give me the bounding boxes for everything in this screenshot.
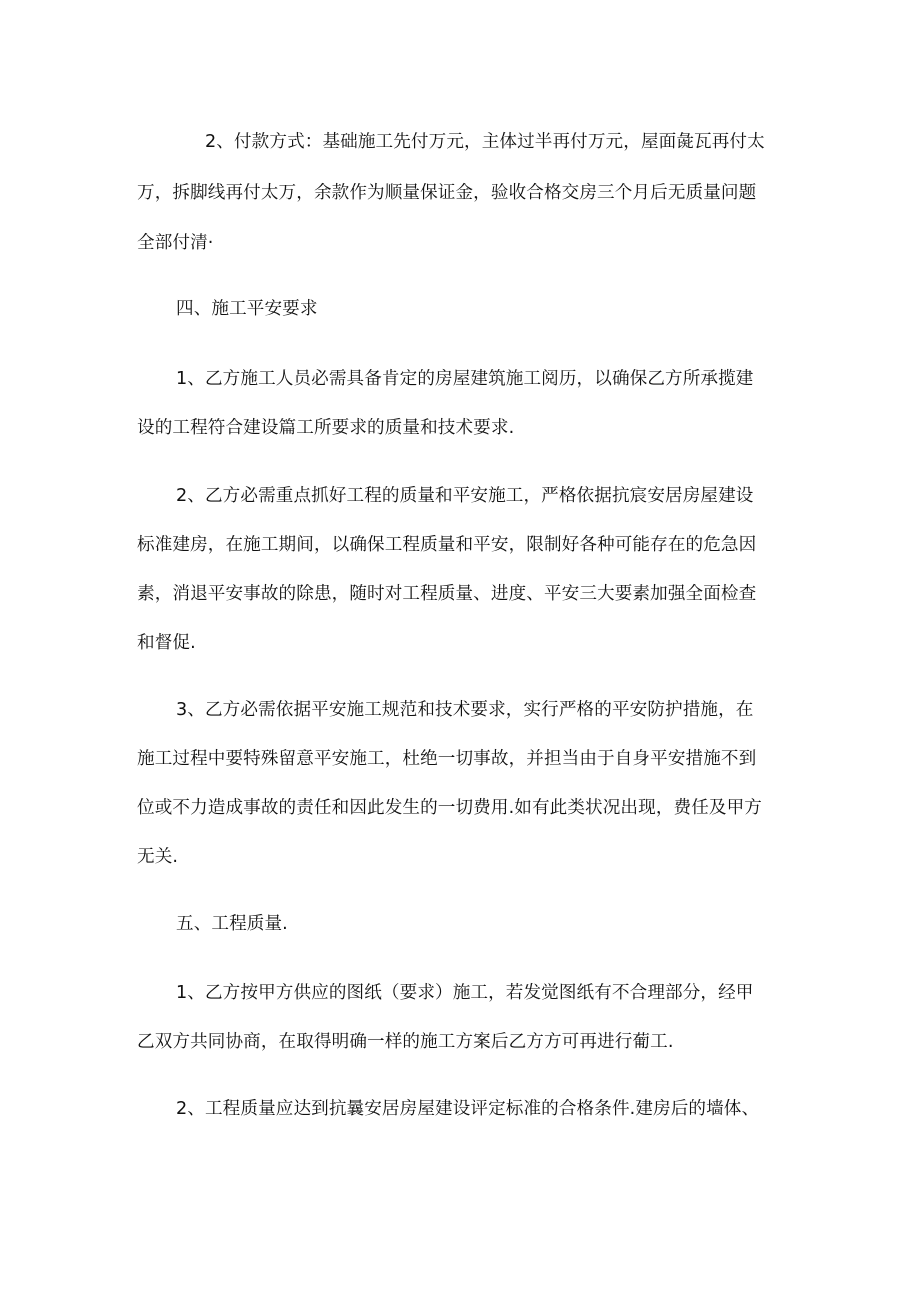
payment-method-line-1: 2、付款方式：基础施工先付万元，主体过半再付万元，屋面彘瓦再付太 xyxy=(205,132,765,152)
safety-item-2-line-3: 素，消退平安事故的除患，随时对工程质量、进度、平安三大要素加强全面检查 xyxy=(137,584,757,604)
safety-item-2-line-4: 和督促. xyxy=(137,633,196,653)
quality-item-1-line-1: 1、乙方按甲方供应的图纸（要求）施工，若发觉图纸有不合理部分，经甲 xyxy=(176,983,754,1003)
safety-item-3-line-1: 3、乙方必需依据平安施工规范和技术要求，实行严格的平安防护措施，在 xyxy=(176,700,754,720)
safety-item-2-line-2: 标准建房，在施工期间，以确保工程质量和平安，限制好各种可能存在的危急因 xyxy=(137,535,757,555)
safety-item-2-line-1: 2、乙方必需重点抓好工程的质量和平安施工，严格依据抗宸安居房屋建设 xyxy=(176,486,754,506)
section-heading-safety: 四、施工平安要求 xyxy=(176,299,318,319)
quality-item-1-line-2: 乙双方共同协商，在取得明确一样的施工方案后乙方方可再进行葡工. xyxy=(137,1032,674,1052)
safety-item-3-line-4: 无关. xyxy=(137,847,179,867)
safety-item-3-line-2: 施工过程中要特殊留意平安施工，杜绝一切事故，并担当由于自身平安措施不到 xyxy=(137,749,757,769)
section-heading-quality: 五、工程质量. xyxy=(176,914,288,934)
safety-item-3-line-3: 位或不力造成事故的责任和因此发生的一切费用.如有此类状况出现，费任及甲方 xyxy=(137,798,762,818)
payment-method-line-2: 万，拆脚线再付太万，余款作为顺量保证金，验收合格交房三个月后无质量问题 xyxy=(137,183,757,203)
payment-method-line-3: 全部付清· xyxy=(137,233,214,253)
quality-item-2-line-1: 2、工程质量应达到抗曩安居房屋建设评定标准的合格条件.建房后的墙体、 xyxy=(176,1099,760,1119)
safety-item-1-line-2: 设的工程符合建设篇工所要求的质量和技术要求. xyxy=(137,418,515,438)
safety-item-1-line-1: 1、乙方施工人员必需具备肯定的房屋建筑施工阅历，以确保乙方所承揽建 xyxy=(176,369,754,389)
